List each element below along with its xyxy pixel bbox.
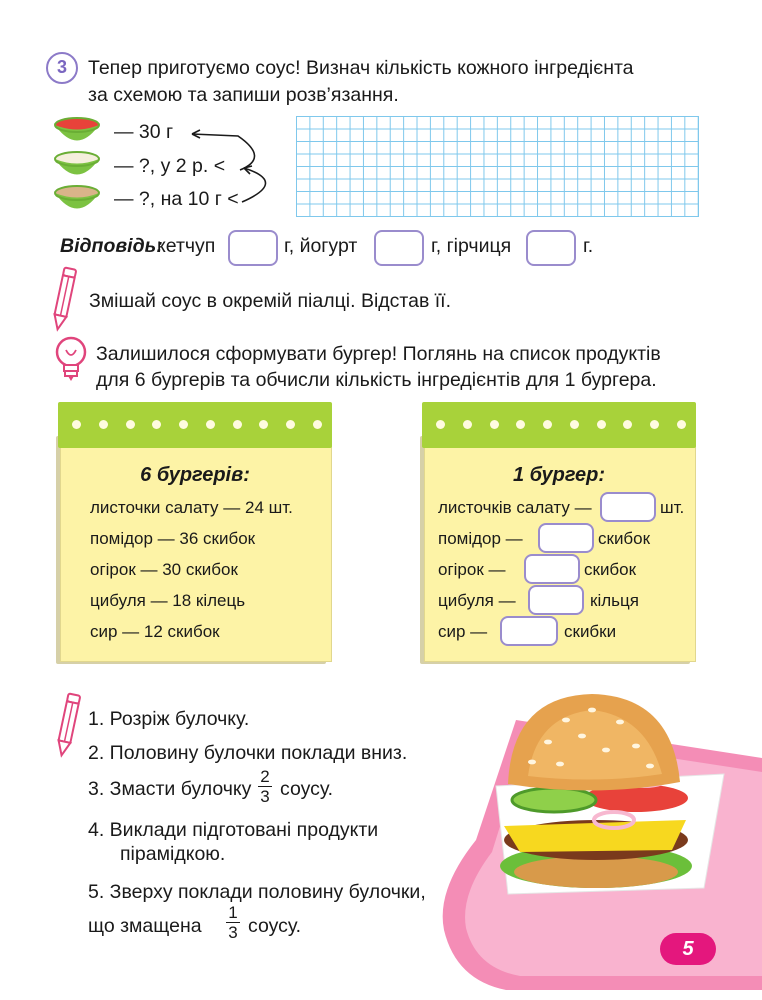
fraction-numerator: 2 [260,767,270,786]
solution-grid[interactable] [296,116,699,217]
note-one-item-cheese: сир — [438,622,488,641]
note-six-title: 6 бургерів: [140,464,250,486]
sauce-bowls [52,114,102,220]
step-4-line1: 4. Виклади підготовані продукти [88,819,379,841]
sauce-bowl-beige-icon [55,186,99,209]
onion-answer-box[interactable] [528,585,584,615]
step-5-text: що змащена [88,915,202,937]
note-six-item: огірок — 30 скибок [90,560,238,579]
scheme-arrows [180,122,290,212]
note-one-item-lettuce: листочків салату — [438,498,592,517]
cheese-answer-box[interactable] [500,616,558,646]
page-number: 5 [660,933,716,965]
note-one-item-cucumber: огірок — [438,560,506,579]
note-six-item: листочки салату — 24 шт. [90,498,293,517]
step-5-line1: 5. Зверху поклади половину булочки, [88,881,426,903]
step-1: 1. Розріж булочку. [88,708,250,730]
burger-intro-line1: Залишилося сформувати бургер! Поглянь на список продуктів [96,343,661,365]
mix-instruction: Змішай соус в окремій піалці. Відстав її. [89,290,452,312]
cucumber-answer-box[interactable] [524,554,580,584]
step-5-unit: соусу. [248,915,302,937]
sauce-bowl-white-icon [55,152,99,175]
note-one-burger [424,402,694,667]
step-3-unit: соусу. [280,778,334,800]
step-5-fraction [226,903,240,942]
note-one-title: 1 бургер: [512,464,606,486]
note-one-item-tomato: помідор — [438,529,523,548]
step-2: 2. Половину булочки поклади вниз. [88,742,408,764]
step-3-fraction [258,767,272,806]
note-one-unit-onion: кільця [590,591,639,610]
note-six-burgers [60,402,330,667]
answer-mustard-label: г, гірчиця [431,235,512,257]
note-one-unit-cucumber: скибок [584,560,637,579]
note-one-unit-lettuce: шт. [660,498,685,517]
lettuce-answer-box[interactable] [600,492,656,522]
note-six-item: помідор — 36 скибок [90,529,256,548]
answer-label: Відповідь: [60,235,163,257]
note-six-item: сир — 12 скибок [90,622,220,641]
burger-intro-line2: для 6 бургерів та обчисли кількість інгредієнтів для 1 бургера. [96,369,657,391]
scheme-line-mustard: — ?, на 10 г < [114,188,239,210]
step-4-line2: пірамідкою. [120,843,226,865]
yogurt-answer-box[interactable] [374,230,424,266]
scheme-line-ketchup: — 30 г [114,121,174,143]
task-number-badge: 3 [46,52,78,84]
lightbulb-icon [52,334,90,386]
mustard-answer-box[interactable] [526,230,576,266]
note-one-item-onion: цибуля — [438,591,516,610]
answer-unit-end: г. [583,235,594,257]
answer-yogurt-label: г, йогурт [284,235,358,257]
note-one-unit-tomato: скибок [598,529,651,548]
tomato-answer-box[interactable] [538,523,594,553]
fraction-numerator: 1 [228,903,238,922]
scheme-line-yogurt: — ?, у 2 р. < [114,155,226,177]
fraction-denominator: 3 [258,786,272,806]
pencil-icon [48,264,80,334]
step-3-text: 3. Змасти булочку [88,778,252,800]
task3-text-line2: за схемою та запиши розв’язання. [88,84,399,106]
sauce-bowl-red-icon [55,118,99,141]
task3-text-line1: Тепер приготуємо соус! Визнач кількість кожного інгредієнта [88,57,634,79]
note-six-item: цибуля — 18 кілець [90,591,246,610]
pencil-icon [52,690,84,760]
note-green-band [58,402,332,448]
answer-ketchup-label: кетчуп [157,235,216,257]
note-green-band [422,402,696,448]
fraction-denominator: 3 [226,922,240,942]
note-one-unit-cheese: скибки [564,622,617,641]
ketchup-answer-box[interactable] [228,230,278,266]
